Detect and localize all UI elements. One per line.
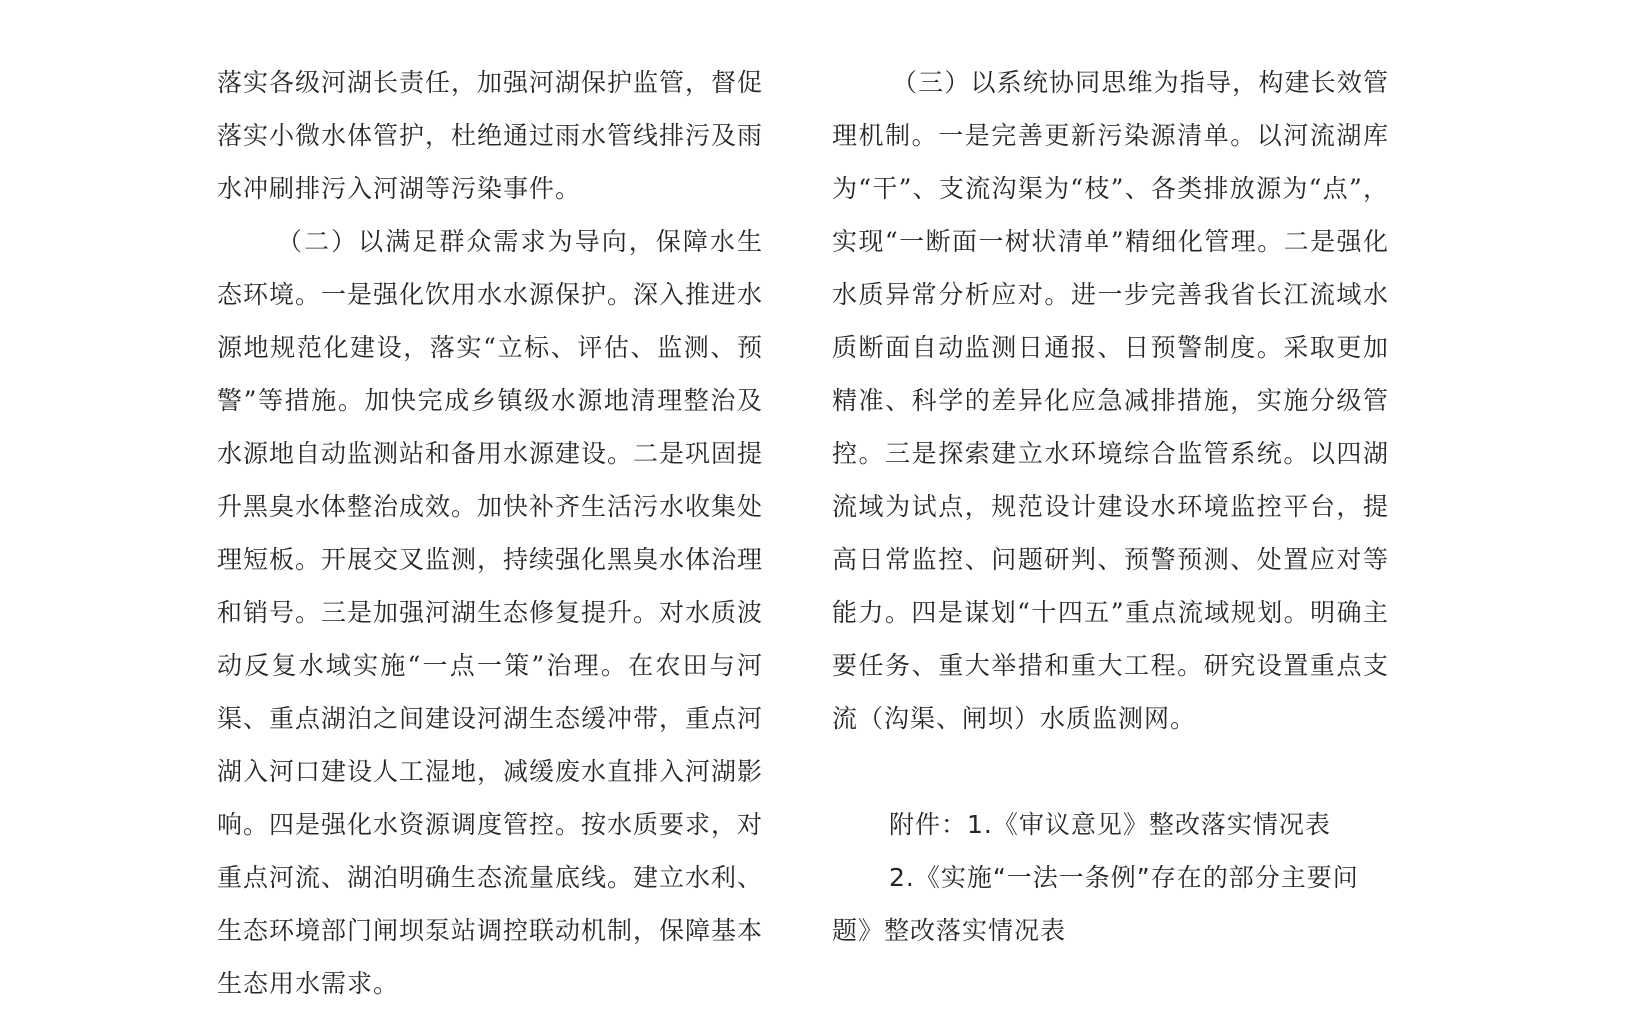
paragraph-continued: 落实各级河湖长责任，加强河湖保护监管，督促落实小微水体管护，杜绝通过雨水管线排污及雨水冲刷排污入河湖等污染事件。: [217, 68, 764, 203]
right-column: [832, 56, 1389, 957]
attachment-item-2: 2.《实施“一法一条例”存在的部分主要问题》整改落实情况表: [832, 863, 1359, 945]
paragraph-section-3: （三）以系统协同思维为指导，构建长效管理机制。一是完善更新污染源清单。以河流湖库为“干”、支流沟渠为“枝”、各类排放源为“点”，实现“一断面一树状清单”精细化管理。二是强化水质异常分析应对。进一步完善我省长江流域水质断面自动监测日通报、日预警制度。采取更加精准、科学的差异化应急减排措施，实施分级管控。三是探索建立水环境综合监管系统。以四湖流域为试点，规范设计建设水环境监控平台，提高日常监控、问题研判、预警预测、处置应对等能力。四是谋划“十四五”重点流域规划。明确主要任务、重大举措和重大工程。研究设置重点支流（沟渠、闸坝）水质监测网。: [832, 68, 1389, 733]
spacer: [832, 745, 1389, 798]
attachment-item-1: 附件：1.《审议意见》整改落实情况表: [889, 810, 1331, 839]
left-column: [217, 56, 763, 1010]
paragraph-section-2: （二）以满足群众需求为导向，保障水生态环境。一是强化饮用水水源保护。深入推进水源地规范化建设，落实“立标、评估、监测、预警”等措施。加快完成乡镇级水源地清理整治及水源地自动监测站和备用水源建设。二是巩固提升黑臭水体整治成效。加快补齐生活污水收集处理短板。开展交叉监测，持续强化黑臭水体治理和销号。三是加强河湖生态修复提升。对水质波动反复水域实施“一点一策”治理。在农田与河渠、重点湖泊之间建设河湖生态缓冲带，重点河湖入河口建设人工湿地，减缓废水直排入河湖影响。四是强化水资源调度管控。按水质要求，对重点河流、湖泊明确生态流量底线。建立水利、生态环境部门闸坝泵站调控联动机制，保障基本生态用水需求。: [217, 227, 764, 998]
